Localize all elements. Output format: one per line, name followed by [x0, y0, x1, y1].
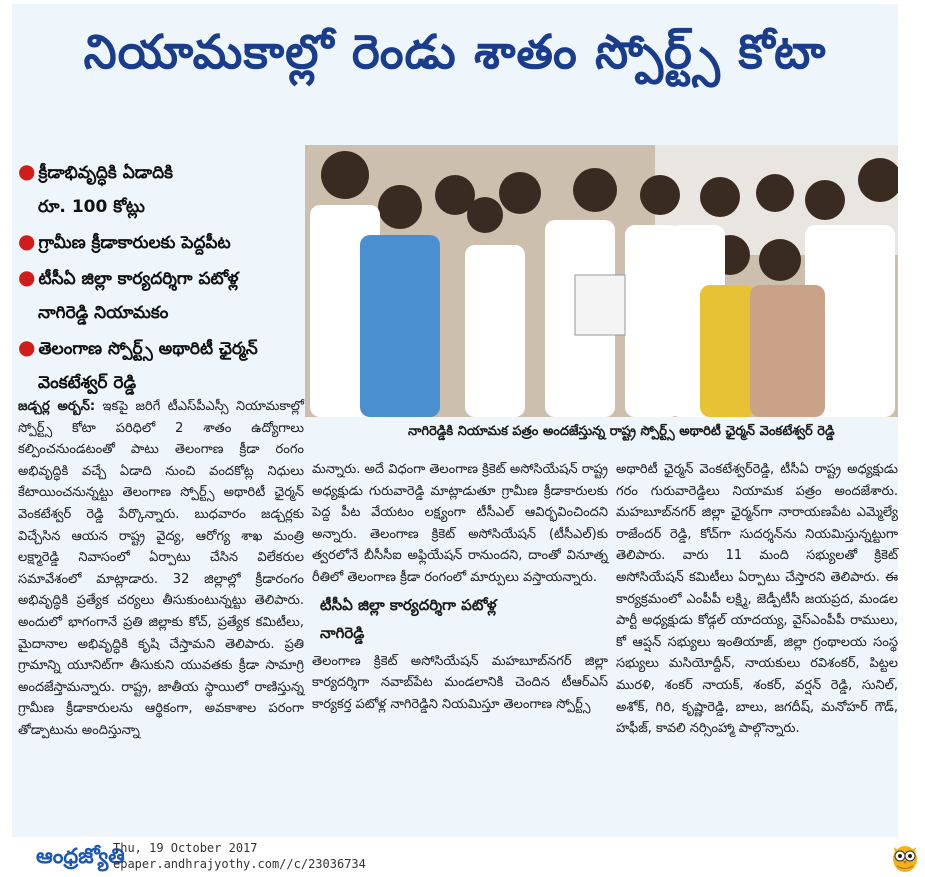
- article-column-1: [18, 396, 304, 742]
- bullet-dot-icon: ●: [18, 265, 36, 289]
- highlight-item: ● గ్రామీణ క్రీడాకారులకు పెద్దపీట: [18, 229, 231, 253]
- newspaper-clipping: [12, 4, 898, 837]
- photo-caption: నాగిరెడ్డికి నియామక పత్రం అందజేస్తున్న రాష్ట్ర స్పోర్ట్స్‌ అథారిటీ ఛైర్మన్‌ వెంకటేశ్వర్‌ రెడ్డి: [408, 424, 835, 439]
- epaper-footer: [0, 837, 925, 877]
- article-column-3: అథారిటీ ఛైర్మన్‌ వెంకటేశ్వర్‌రెడ్డి, టీసీఏ రాష్ట్ర అధ్యక్షుడు గరం గురువారెడ్డిలు నియామక పత్రం అందజేశారు. మహబూబ్‌నగర్‌ జిల్లా ఛైర్మన్‌గా నారాయణపేట ఎమ్మెల్యే రాజేందర్‌ రెడ్డి, కోచ్‌గా సుదర్శన్‌ను నియమిస్తున్నట్టుగా తెలిపారు. వారు 11 మంది సభ్యులతో క్రికెట్‌ అసోసియేషన్‌ కమిటీలు ఏర్పాటు చేస్తారని తెలిపారు. ఈ కార్యక్రమంలో ఎంపీపీ లక్ష్మి, జెడ్పీటీసీ జయప్రద, మండల పార్టీ అధ్యక్షుడు కోడ్గల్‌ యాదయ్య, వైస్‌ఎంపీపీ రాములు, కో ఆప్షన్‌ సభ్యులు ఇంతియాజ్‌, జిల్లా గ్రంథాలయ సంస్థ సభ్యులు మసియోద్దీన్‌, నాయకులు రవిశంకర్‌, పిట్టల మురళి, శంకర్‌ నాయక్‌, శంకర్‌, వర్షన్‌ రెడ్డి, సునిల్‌, అశోక్‌, గిరి, కృష్ణారెడ్డి, బాలు, జగదీష్‌, మనోహర్‌ గౌడ్‌, హఫీజ్‌, కావలి నర్సింహ్మా పాల్గొన్నారు.: [616, 462, 898, 737]
- publication-logo: ఆంధ్రజ్యోతి: [36, 844, 125, 868]
- epaper-url[interactable]: epaper.andhrajyothy.com//c/23036734: [113, 857, 366, 871]
- owl-icon: [890, 841, 920, 873]
- column-2-text: మన్నారు. అదే విధంగా తెలంగాణ క్రికెట్‌ అసోసియేషన్‌ రాష్ట్ర అధ్యక్షుడు గురువారెడ్డి మాట్లాడుతూ గ్రామీణ క్రీడాకారులకు పెద్ద పీట వేయటం లక్ష్యంగా టీసీఎల్‌ ఆవిర్భవించిందని అన్నారు. తెలంగాణ క్రికెట్‌ అసోసియేషన్‌ (టీసీఎల్‌)కు త్వరలోనే బీసీసీఐ అఫ్లియేషన్‌ రానుందని, దాంతో వినూత్న రీతిలో తెలంగాణ క్రీడా రంగంలో మార్పులు వస్తాయన్నారు.: [312, 462, 609, 585]
- highlight-item: ● టీసీఏ జిల్లా కార్యదర్శిగా పటోళ్ల: [18, 265, 239, 289]
- highlight-item: వెంకటేశ్వర్‌ రెడ్డి: [38, 373, 137, 393]
- column-2-text-continued: తెలంగాణ క్రికెట్‌ అసోసియేషన్‌ మహబూబ్‌నగర్‌ జిల్లా కార్యదర్శిగా నవాబ్‌పేట మండలానికి చెందిన టీఆర్‌ఎస్‌ కార్యకర్త పటోళ్ల నాగిరెడ్డిని నియమిస్తూ తెలంగాణ స్పోర్ట్స్‌: [312, 653, 608, 712]
- subheading-line-1: టీసీఏ జిల్లా కార్యదర్శిగా పటోళ్ల: [320, 595, 497, 614]
- headline: నియామకాల్లో రెండు శాతం స్పోర్ట్స్‌ కోటా: [83, 25, 827, 80]
- highlight-item: ● క్రీడాభివృద్ధికి ఏడాదికి: [18, 159, 173, 183]
- highlights: [18, 154, 308, 400]
- highlight-item: ● తెలంగాణ స్పోర్ట్స్‌ అథారిటీ ఛైర్మన్‌: [18, 335, 258, 359]
- bullet-dot-icon: ●: [18, 159, 36, 183]
- bullet-dot-icon: ●: [18, 335, 36, 359]
- subheading-line-2: నాగిరెడ్డి: [320, 623, 365, 642]
- group-photo-illustration: [305, 145, 898, 417]
- highlight-item: నాగిరెడ్డి నియామకం: [38, 303, 169, 323]
- dateline: జడ్చర్ల అర్బన్‌:: [18, 399, 96, 414]
- column-1-text: ఇకపై జరిగే టీఎస్‌పీఎస్సీ నియామకాల్లో స్పోర్ట్స్‌ కోటా పరిధిలో 2 శాతం ఉద్యోగాలు కల్పించనుండటంతో పాటు తెలంగాణ క్రీడా రంగం అభివృద్ధికి వచ్చే ఏడాది నుంచి వందకోట్ల నిధులు కేటాయించనున్నట్టు తెలంగాణ స్పోర్ట్స్‌ అథారిటీ ఛైర్మన్‌ వెంకటేశ్వర్‌ రెడ్డి పేర్కొన్నారు. బుధవారం జడ్చర్లకు విచ్చేసిన ఆయన రాష్ట్ర వైద్య, ఆరోగ్య శాఖ మంత్రి లక్ష్మారెడ్డి నివాసంలో ఏర్పాటు చేసిన విలేకరుల సమావేశంలో మాట్లాడారు. 32 జిల్లాల్లో క్రీడారంగం అభివృద్ధికి ప్రత్యేక చర్యలు తీసుకుంటున్నట్టు తెలిపారు. అందులో భాగంగానే ప్రతి జిల్లాకు కోచ్‌, ప్రత్యేక కమిటీలు, మైదానాల అభివృద్ధికి కృషి చేస్తామని తెలిపారు. ప్రతి గ్రామాన్ని యూనిట్‌గా తీసుకుని యువతకు క్రీడా సామాగ్రి అందజేస్తామన్నారు. రాష్ట్ర, జాతీయ స్థాయిలో రాణిస్తున్న గ్రామీణ క్రీడాకారులను ఆర్థికంగా, అవకాశాల పరంగా తోడ్పాటును అందిస్తున్నా: [18, 399, 304, 738]
- bullet-dot-icon: ●: [18, 229, 36, 253]
- highlight-item: రూ. 100 కోట్లు: [38, 197, 145, 217]
- news-photo: [305, 145, 898, 417]
- subheading: [320, 591, 608, 647]
- publication-date: Thu, 19 October 2017: [113, 841, 258, 855]
- article-column-2: [312, 459, 608, 715]
